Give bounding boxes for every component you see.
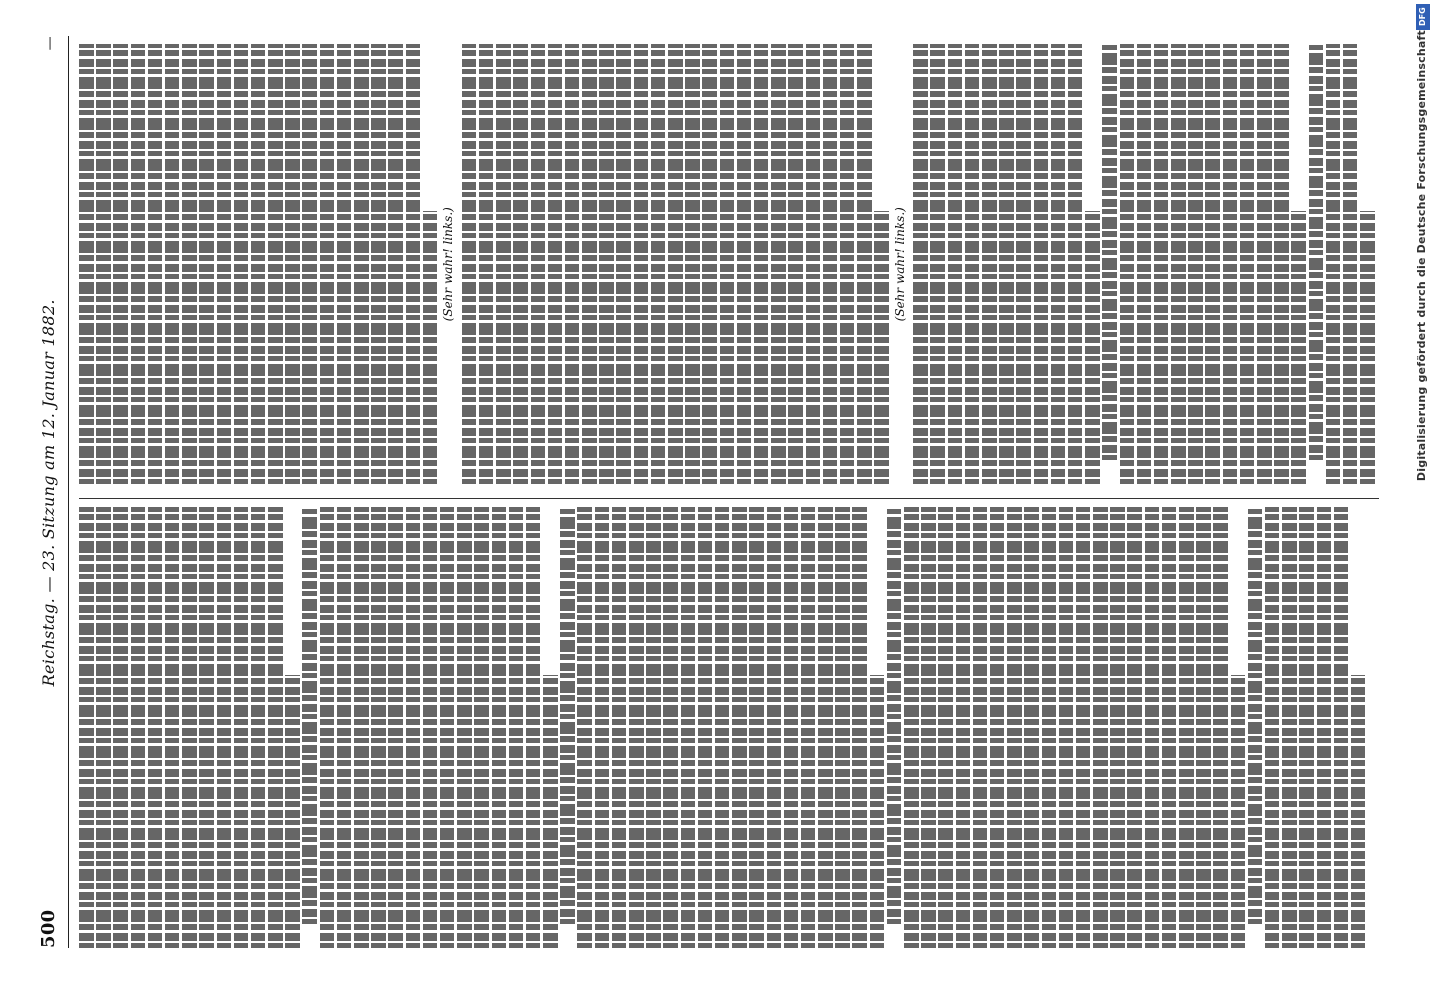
text-line <box>199 508 214 949</box>
text-line <box>1188 44 1203 485</box>
text-line <box>96 44 111 485</box>
text-line <box>199 44 214 485</box>
text-line <box>737 44 752 485</box>
text-line <box>1282 508 1297 949</box>
text-line <box>685 44 700 485</box>
text-line <box>268 508 283 949</box>
text-line <box>1110 508 1125 949</box>
text-line <box>754 44 769 485</box>
text-line <box>965 44 980 485</box>
page-title: Reichstag. — 23. Sitzung am 12. Januar 1882. <box>39 299 58 687</box>
text-line <box>720 44 735 485</box>
text-line <box>1309 44 1324 461</box>
text-line <box>1007 508 1022 949</box>
header-mark: — <box>42 36 58 51</box>
text-line <box>629 508 644 949</box>
text-line <box>577 508 592 949</box>
text-line <box>165 44 180 485</box>
text-line <box>1351 675 1366 948</box>
text-line <box>1317 508 1332 949</box>
text-line <box>496 44 511 485</box>
text-line <box>388 44 403 485</box>
text-line <box>182 44 197 485</box>
text-line <box>1093 508 1108 949</box>
text-line <box>715 508 730 949</box>
text-line <box>337 44 352 485</box>
text-line <box>285 44 300 485</box>
text-line <box>990 508 1005 949</box>
text-line <box>1042 508 1057 949</box>
text-line <box>543 675 558 948</box>
text-line <box>1179 508 1194 949</box>
text-line <box>1231 675 1246 948</box>
text-line <box>182 508 197 949</box>
text-line <box>904 508 919 949</box>
text-line <box>148 508 163 949</box>
text-line <box>616 44 631 485</box>
text-line <box>79 44 94 485</box>
text-line <box>651 44 666 485</box>
text-line <box>1068 44 1083 485</box>
text-line <box>840 44 855 485</box>
digitization-credit: Digitalisierung gefördert durch die Deutsche Forschungsgemeinschaft <box>1415 30 1428 482</box>
text-line <box>1248 508 1263 925</box>
text-line <box>956 508 971 949</box>
text-line <box>1265 508 1280 949</box>
text-line <box>457 508 472 949</box>
text-line <box>479 44 494 485</box>
interjection: (Sehr wahr! links.) <box>441 207 456 322</box>
text-line <box>234 508 249 949</box>
dfg-logo: DFG <box>1416 4 1430 30</box>
text-line <box>771 44 786 485</box>
text-line <box>251 44 266 485</box>
text-line <box>982 44 997 485</box>
text-line <box>874 211 889 484</box>
text-line <box>285 675 300 948</box>
text-line <box>79 508 94 949</box>
text-line <box>1274 44 1289 485</box>
text-line <box>388 508 403 949</box>
text-line <box>663 508 678 949</box>
text-line <box>887 508 902 925</box>
text-line <box>131 44 146 485</box>
text-line <box>440 508 455 949</box>
text-line <box>801 508 816 949</box>
text-line <box>1257 44 1272 485</box>
text-line <box>406 508 421 949</box>
text-line <box>531 44 546 485</box>
text-column-right <box>79 36 1379 485</box>
text-line <box>1076 508 1091 949</box>
page-number: 500 <box>38 909 59 948</box>
text-line <box>1024 508 1039 949</box>
text-line <box>788 44 803 485</box>
text-line <box>1291 211 1306 484</box>
text-line <box>948 44 963 485</box>
text-line <box>1137 44 1152 485</box>
text-columns <box>79 36 1379 948</box>
text-line <box>1223 44 1238 485</box>
text-line <box>1059 508 1074 949</box>
text-line <box>423 211 438 484</box>
text-line <box>870 675 885 948</box>
text-line <box>921 508 936 949</box>
text-line <box>1051 44 1066 485</box>
text-line <box>1326 44 1341 485</box>
text-line <box>767 508 782 949</box>
interjection: (Sehr wahr! links.) <box>892 207 907 322</box>
text-line <box>565 44 580 485</box>
text-line <box>423 508 438 949</box>
text-line <box>474 508 489 949</box>
text-line <box>1213 508 1228 949</box>
text-line <box>930 44 945 485</box>
text-line <box>131 508 146 949</box>
text-line <box>1102 44 1117 461</box>
text-line <box>668 44 683 485</box>
text-line <box>634 44 649 485</box>
text-line <box>1085 211 1100 484</box>
text-line <box>806 44 821 485</box>
text-line <box>823 44 838 485</box>
text-line <box>509 508 524 949</box>
text-line <box>973 508 988 949</box>
text-line <box>1171 44 1186 485</box>
text-line <box>492 508 507 949</box>
text-line <box>1360 211 1375 484</box>
text-line <box>749 508 764 949</box>
text-line <box>818 508 833 949</box>
text-line <box>165 508 180 949</box>
text-line <box>320 44 335 485</box>
text-line <box>513 44 528 485</box>
text-line <box>113 44 128 485</box>
page-header <box>38 36 69 948</box>
text-line <box>548 44 563 485</box>
text-line <box>913 44 928 485</box>
text-line <box>857 44 872 485</box>
text-line <box>938 508 953 949</box>
text-line <box>646 508 661 949</box>
text-line <box>406 44 421 485</box>
text-line <box>1299 508 1314 949</box>
text-line <box>251 508 266 949</box>
text-line <box>268 44 283 485</box>
text-line <box>337 508 352 949</box>
text-line <box>702 44 717 485</box>
text-line <box>1162 508 1177 949</box>
text-line <box>599 44 614 485</box>
text-line <box>371 508 386 949</box>
text-line <box>217 508 232 949</box>
text-line <box>354 44 369 485</box>
text-line <box>1154 44 1169 485</box>
text-line <box>1016 44 1031 485</box>
text-line <box>1034 44 1049 485</box>
text-line <box>784 508 799 949</box>
text-line <box>1145 508 1160 949</box>
text-line <box>462 44 477 485</box>
text-line <box>1240 44 1255 485</box>
text-line <box>852 508 867 949</box>
text-line <box>302 44 317 485</box>
text-line <box>526 508 541 949</box>
text-line <box>698 508 713 949</box>
text-line <box>1334 508 1349 949</box>
text-line <box>96 508 111 949</box>
text-line <box>835 508 850 949</box>
text-line <box>1120 44 1135 485</box>
text-line <box>1343 44 1358 485</box>
text-line <box>595 508 610 949</box>
text-line <box>612 508 627 949</box>
text-line <box>681 508 696 949</box>
text-line <box>560 508 575 925</box>
text-line <box>148 44 163 485</box>
text-line <box>302 508 317 925</box>
text-line <box>1196 508 1211 949</box>
text-line <box>371 44 386 485</box>
text-line <box>113 508 128 949</box>
text-line <box>999 44 1014 485</box>
text-line <box>582 44 597 485</box>
text-line <box>354 508 369 949</box>
text-line <box>217 44 232 485</box>
text-line <box>320 508 335 949</box>
text-line <box>1127 508 1142 949</box>
text-line <box>234 44 249 485</box>
text-line <box>732 508 747 949</box>
text-column-left <box>79 499 1379 949</box>
text-line <box>1205 44 1220 485</box>
